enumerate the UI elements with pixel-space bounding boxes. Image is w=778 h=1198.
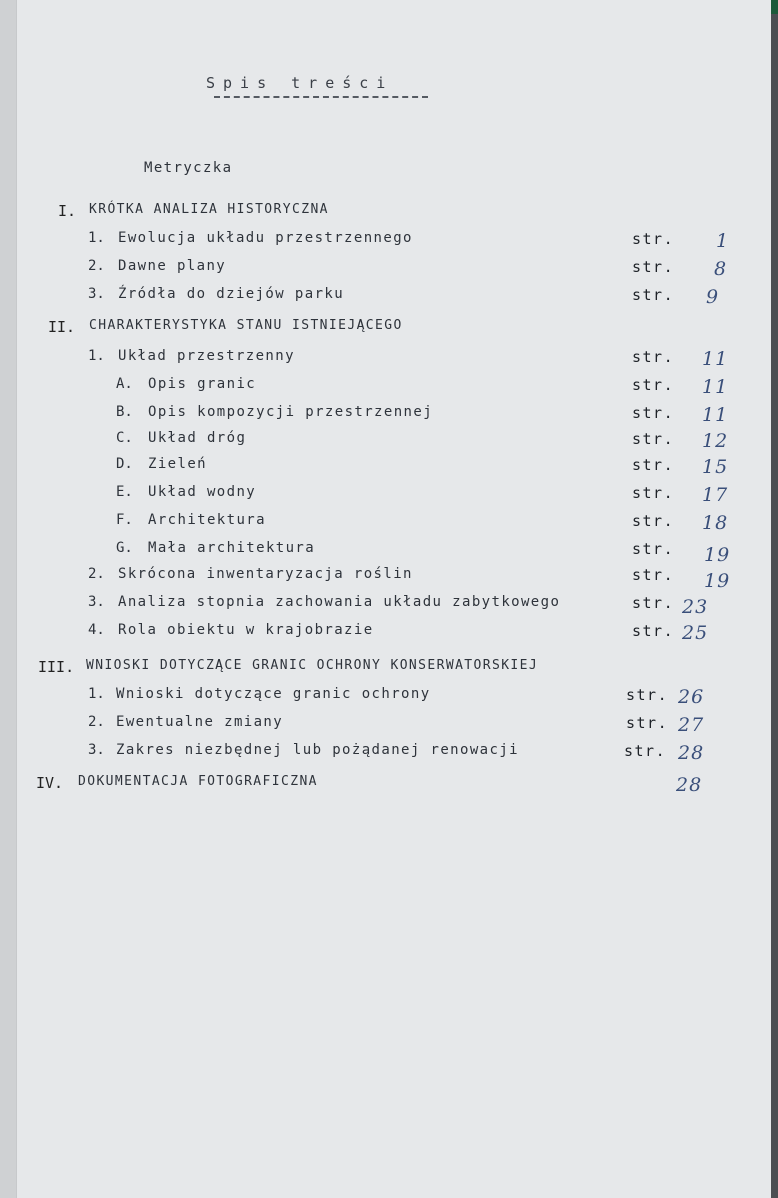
toc-entry <box>0 566 778 590</box>
page-number: 26 <box>678 686 705 708</box>
entry-number: E. <box>116 484 133 500</box>
entry-number: G. <box>116 540 133 556</box>
entry-title: Układ wodny <box>148 484 257 500</box>
page-label: str. <box>632 404 675 422</box>
page-label: str. <box>632 540 675 558</box>
page-title: Spis treści <box>206 74 394 92</box>
toc-entry <box>0 714 778 738</box>
heading-title: DOKUMENTACJA FOTOGRAFICZNA <box>78 774 318 789</box>
entry-number: 3. <box>88 286 105 302</box>
entry-title: Zakres niezbędnej lub pożądanej renowacji <box>116 742 519 758</box>
entry-title: Źródła do dziejów parku <box>118 286 345 302</box>
toc-entry <box>0 258 778 282</box>
toc-entry <box>0 512 778 536</box>
page-label: str. <box>632 512 675 530</box>
heading-number: III. <box>38 658 75 676</box>
toc-entry <box>0 286 778 310</box>
toc-heading-3 <box>0 658 778 682</box>
entry-title: Analiza stopnia zachowania układu zabytkowego <box>118 594 561 610</box>
heading-title: WNIOSKI DOTYCZĄCE GRANIC OCHRONY KONSERWATORSKIEJ <box>86 658 539 673</box>
entry-title: Architektura <box>148 512 266 528</box>
entry-number: B. <box>116 404 133 420</box>
entry-title: Zieleń <box>148 456 207 472</box>
entry-title: Rola obiektu w krajobrazie <box>118 622 374 638</box>
entry-title: Ewolucja układu przestrzennego <box>118 230 413 246</box>
toc-entry <box>0 622 778 646</box>
page-number: 15 <box>702 456 729 478</box>
page-number: 11 <box>702 376 729 398</box>
page-number: 11 <box>702 348 729 370</box>
page-label: str. <box>632 430 675 448</box>
entry-title: Dawne plany <box>118 258 227 274</box>
toc-entry <box>0 430 778 454</box>
page-label: str. <box>632 622 675 640</box>
heading-number: I. <box>58 202 77 220</box>
entry-number: 1. <box>88 686 105 702</box>
page-number: 19 <box>704 570 731 592</box>
intro-entry: Metryczka <box>144 160 233 176</box>
toc-entry <box>0 484 778 508</box>
page-label: str. <box>626 686 669 704</box>
title-underline <box>214 96 428 98</box>
toc-entry <box>0 686 778 710</box>
entry-number: F. <box>116 512 133 528</box>
page-number: 19 <box>704 544 731 566</box>
heading-title: KRÓTKA ANALIZA HISTORYCZNA <box>89 202 329 217</box>
page-label: str. <box>632 376 675 394</box>
page-number: 1 <box>716 230 730 252</box>
page-number: 28 <box>676 774 703 796</box>
toc-entry <box>0 404 778 428</box>
toc-heading-4 <box>0 774 778 798</box>
toc-entry <box>0 742 778 766</box>
toc-entry <box>0 348 778 372</box>
entry-number: 3. <box>88 594 105 610</box>
entry-number: 1. <box>88 348 105 364</box>
toc-heading-1 <box>0 202 778 226</box>
heading-number: IV. <box>36 774 64 792</box>
page-label: str. <box>632 484 675 502</box>
entry-number: 4. <box>88 622 105 638</box>
page-label: str. <box>632 286 675 304</box>
page-label: str. <box>632 348 675 366</box>
entry-number: 2. <box>88 258 105 274</box>
page-number: 18 <box>702 512 729 534</box>
page-number: 12 <box>702 430 729 452</box>
entry-title: Wnioski dotyczące granic ochrony <box>116 686 431 702</box>
page-number: 17 <box>702 484 729 506</box>
page-label: str. <box>632 594 675 612</box>
page-label: str. <box>626 714 669 732</box>
entry-title: Opis kompozycji przestrzennej <box>148 404 434 420</box>
entry-number: A. <box>116 376 133 392</box>
page-label: str. <box>632 258 675 276</box>
entry-title: Opis granic <box>148 376 257 392</box>
entry-title: Mała architektura <box>148 540 316 556</box>
heading-title: CHARAKTERYSTYKA STANU ISTNIEJĄCEGO <box>89 318 403 333</box>
page-number: 28 <box>678 742 705 764</box>
toc-entry <box>0 594 778 618</box>
page-number: 23 <box>682 596 709 618</box>
toc-entry <box>0 456 778 480</box>
entry-number: 2. <box>88 714 105 730</box>
page-number: 11 <box>702 404 729 426</box>
page-label: str. <box>632 456 675 474</box>
heading-number: II. <box>48 318 76 336</box>
page-number: 25 <box>682 622 709 644</box>
page-number: 27 <box>678 714 705 736</box>
page-label: str. <box>632 230 675 248</box>
page-label: str. <box>624 742 667 760</box>
toc-heading-2 <box>0 318 778 342</box>
page-number: 9 <box>706 286 720 308</box>
entry-number: 3. <box>88 742 105 758</box>
entry-title: Układ przestrzenny <box>118 348 295 364</box>
entry-number: D. <box>116 456 133 472</box>
entry-title: Skrócona inwentaryzacja roślin <box>118 566 413 582</box>
entry-title: Układ dróg <box>148 430 247 446</box>
toc-entry <box>0 376 778 400</box>
binder-tab <box>771 0 778 14</box>
toc-entry <box>0 230 778 254</box>
entry-number: C. <box>116 430 133 446</box>
entry-number: 2. <box>88 566 105 582</box>
toc-entry <box>0 540 778 564</box>
page-label: str. <box>632 566 675 584</box>
page-number: 8 <box>714 258 728 280</box>
entry-number: 1. <box>88 230 105 246</box>
entry-title: Ewentualne zmiany <box>116 714 284 730</box>
